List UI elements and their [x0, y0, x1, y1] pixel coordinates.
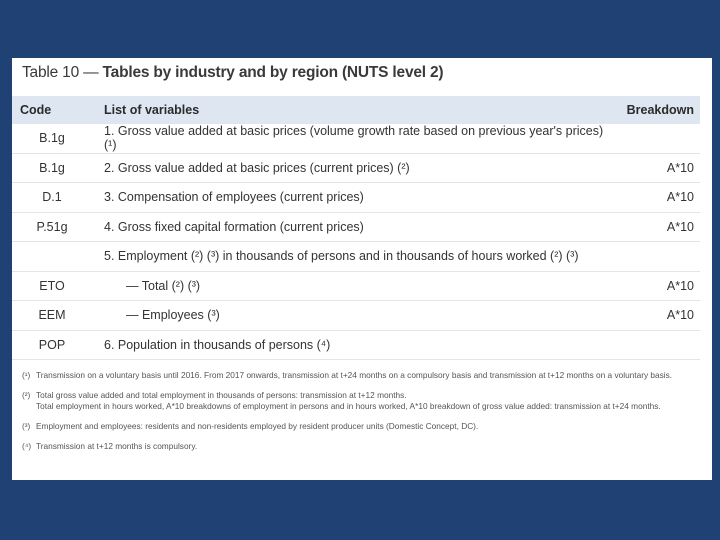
row-breakdown: [604, 330, 700, 360]
row-code: B.1g: [12, 124, 92, 153]
row-breakdown: A*10: [604, 183, 700, 213]
row-variable: 6. Population in thousands of persons (⁴): [92, 330, 604, 360]
table-row: [12, 124, 700, 153]
table-title: [22, 64, 443, 82]
footnote: [22, 441, 702, 452]
row-variable: 2. Gross value added at basic prices (current prices) (²): [92, 153, 604, 183]
footnote: [22, 421, 702, 432]
table-row: [12, 242, 700, 272]
row-code: P.51g: [12, 212, 92, 242]
row-breakdown: [604, 124, 700, 153]
table-row: [12, 212, 700, 242]
row-code: B.1g: [12, 153, 92, 183]
row-variable: 1. Gross value added at basic prices (volume growth rate based on previous year's prices) (¹): [92, 124, 604, 153]
row-breakdown: A*10: [604, 301, 700, 331]
row-code: D.1: [12, 183, 92, 213]
header-code: Code: [20, 103, 52, 117]
row-breakdown: [604, 242, 700, 272]
footnote: [22, 370, 702, 381]
footnote-text: Transmission at t+12 months is compulsory.: [36, 441, 198, 451]
table-row: [12, 271, 700, 301]
footnote-text: Total employment in hours worked, A*10 breakdowns of employment in persons and in hours worked, A*10 breakdown of gross value added: transmission at t+24 months.: [36, 401, 661, 411]
table-title-text: Tables by industry and by region (NUTS level 2): [102, 64, 444, 81]
footnotes: [22, 370, 702, 461]
row-code: POP: [12, 330, 92, 360]
row-variable: — Total (²) (³): [92, 271, 604, 301]
table-header-row: [12, 96, 700, 124]
variables-table: [12, 96, 700, 360]
footnote-number: (¹): [22, 370, 31, 380]
row-variable: — Employees (³): [92, 301, 604, 331]
table-number: Table 10 —: [22, 64, 99, 81]
row-variable: 5. Employment (²) (³) in thousands of persons and in thousands of hours worked (²) (³): [92, 242, 604, 272]
row-breakdown: A*10: [604, 153, 700, 183]
table-row: [12, 153, 700, 183]
footnote-text: Employment and employees: residents and non-residents employed by resident producer units (Domestic Concept, DC).: [36, 421, 479, 431]
table-row: [12, 330, 700, 360]
row-variable: 4. Gross fixed capital formation (current prices): [92, 212, 604, 242]
footnote-number: (²): [22, 390, 31, 400]
row-code: EEM: [12, 301, 92, 331]
footnote: [22, 390, 702, 412]
document-page: [12, 58, 712, 480]
row-variable: 3. Compensation of employees (current prices): [92, 183, 604, 213]
row-breakdown: A*10: [604, 212, 700, 242]
row-breakdown: A*10: [604, 271, 700, 301]
footnote-number: (³): [22, 421, 31, 431]
footnote-number: (⁴): [22, 441, 32, 451]
header-variables: List of variables: [104, 103, 200, 117]
row-code: ETO: [12, 271, 92, 301]
table-row: [12, 183, 700, 213]
header-breakdown: Breakdown: [626, 103, 694, 117]
table-row: [12, 301, 700, 331]
footnote-text: Transmission on a voluntary basis until 2016. From 2017 onwards, transmission at t+24 months on a compulsory basis and transmission at t+12 months on a voluntary basis.: [36, 370, 673, 380]
row-code: [12, 242, 92, 272]
footnote-text: Total gross value added and total employment in thousands of persons: transmission at t+12 months.: [36, 390, 407, 400]
